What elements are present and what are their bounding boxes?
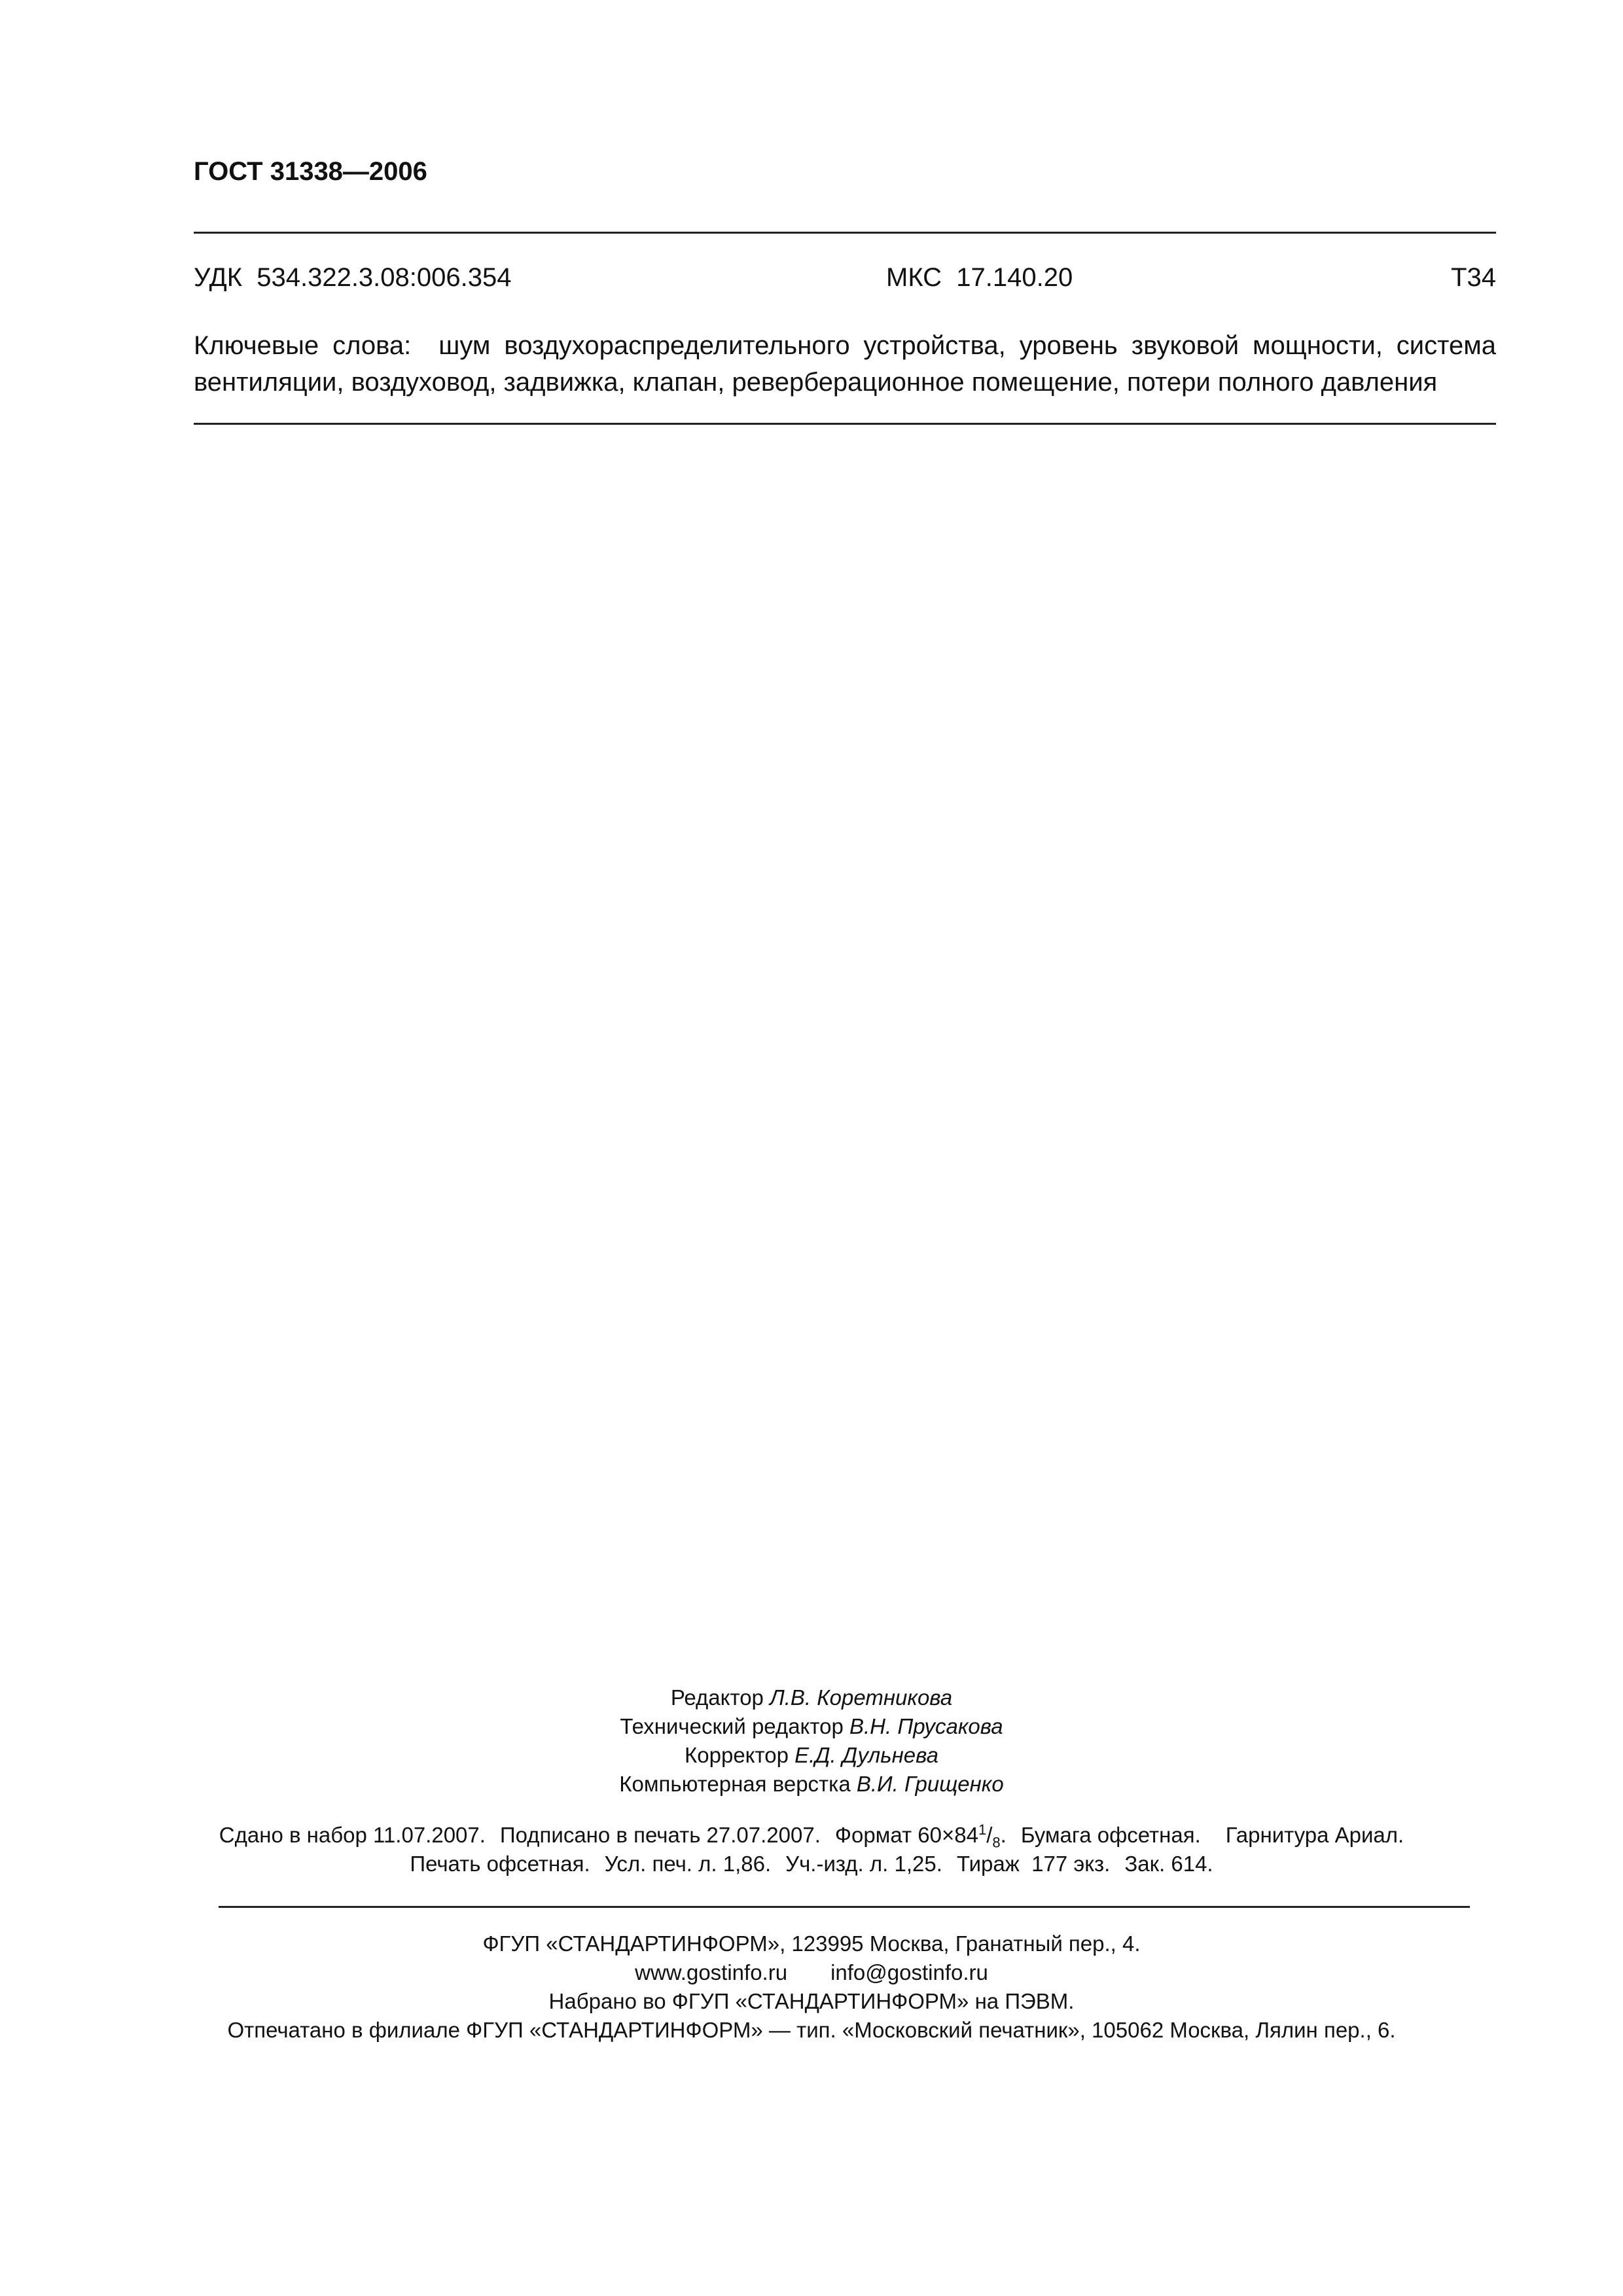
font-name: Гарнитура Ариал.	[1225, 1823, 1404, 1847]
credit-editor	[0, 1683, 1623, 1712]
footer-divider	[219, 1906, 1470, 1908]
credit-role: Технический редактор	[620, 1714, 844, 1738]
credit-tech-editor	[0, 1712, 1623, 1741]
credit-proofreader	[0, 1741, 1623, 1770]
document-code: ГОСТ 31338—2006	[194, 157, 427, 186]
address-line-1: ФГУП «СТАНДАРТИНФОРМ», 123995 Москва, Гранатный пер., 4.	[482, 1931, 1141, 1956]
address-line-4: Отпечатано в филиале ФГУП «СТАНДАРТИНФОРМ» — тип. «Московский печатник», 105062 Москва, Лялин пер., 6.	[227, 2018, 1396, 2042]
credit-role: Корректор	[685, 1743, 789, 1767]
email-link[interactable]: info@gostinfo.ru	[830, 1960, 988, 1984]
credit-name: Л.В. Коретникова	[770, 1685, 953, 1710]
keywords-divider	[194, 423, 1496, 425]
classification-code: Т34	[1451, 263, 1496, 292]
credit-role: Компьютерная верстка	[619, 1772, 851, 1796]
order-number: Зак. 614.	[1124, 1852, 1213, 1876]
credit-layout	[0, 1770, 1623, 1799]
edit-sheets: Уч.-изд. л. 1,25.	[785, 1852, 942, 1876]
signed-date: Подписано в печать 27.07.2007.	[499, 1823, 821, 1847]
sent-date: Сдано в набор 11.07.2007.	[219, 1823, 486, 1847]
credit-name: В.И. Грищенко	[856, 1772, 1004, 1796]
publication-line-1	[0, 1821, 1623, 1850]
address-line-2	[0, 1958, 1623, 1987]
publication-line-2	[0, 1850, 1623, 1878]
udk-code: УДК 534.322.3.08:006.354	[194, 263, 512, 292]
credit-name: В.Н. Прусакова	[849, 1714, 1003, 1738]
paper-type: Бумага офсетная.	[1020, 1823, 1201, 1847]
credit-name: Е.Д. Дульнева	[794, 1743, 938, 1767]
keywords-block	[194, 327, 1496, 401]
print-type: Печать офсетная.	[410, 1852, 590, 1876]
print-run: Тираж 177 экз.	[956, 1852, 1111, 1876]
publisher-address	[0, 1929, 1623, 2045]
credits-block	[0, 1683, 1623, 1799]
print-sheets: Усл. печ. л. 1,86.	[604, 1852, 772, 1876]
website-link[interactable]: www.gostinfo.ru	[635, 1960, 788, 1984]
credit-role: Редактор	[670, 1685, 764, 1710]
address-line-3: Набрано во ФГУП «СТАНДАРТИНФОРМ» на ПЭВМ.	[548, 1989, 1075, 2013]
keywords-line-1: Ключевые слова: шум воздухораспределительного устройства, уровень звуковой мощности, система	[194, 331, 1496, 360]
format: Формат $60\times 84^1/_8$.	[834, 1821, 1007, 1851]
top-divider	[194, 232, 1496, 234]
mks-code: МКС 17.140.20	[886, 263, 1073, 292]
publication-info	[0, 1821, 1623, 1878]
keywords-line-2: вентиляции, воздуховод, задвижка, клапан, реверберационное помещение, потери полного давления	[194, 368, 1438, 397]
